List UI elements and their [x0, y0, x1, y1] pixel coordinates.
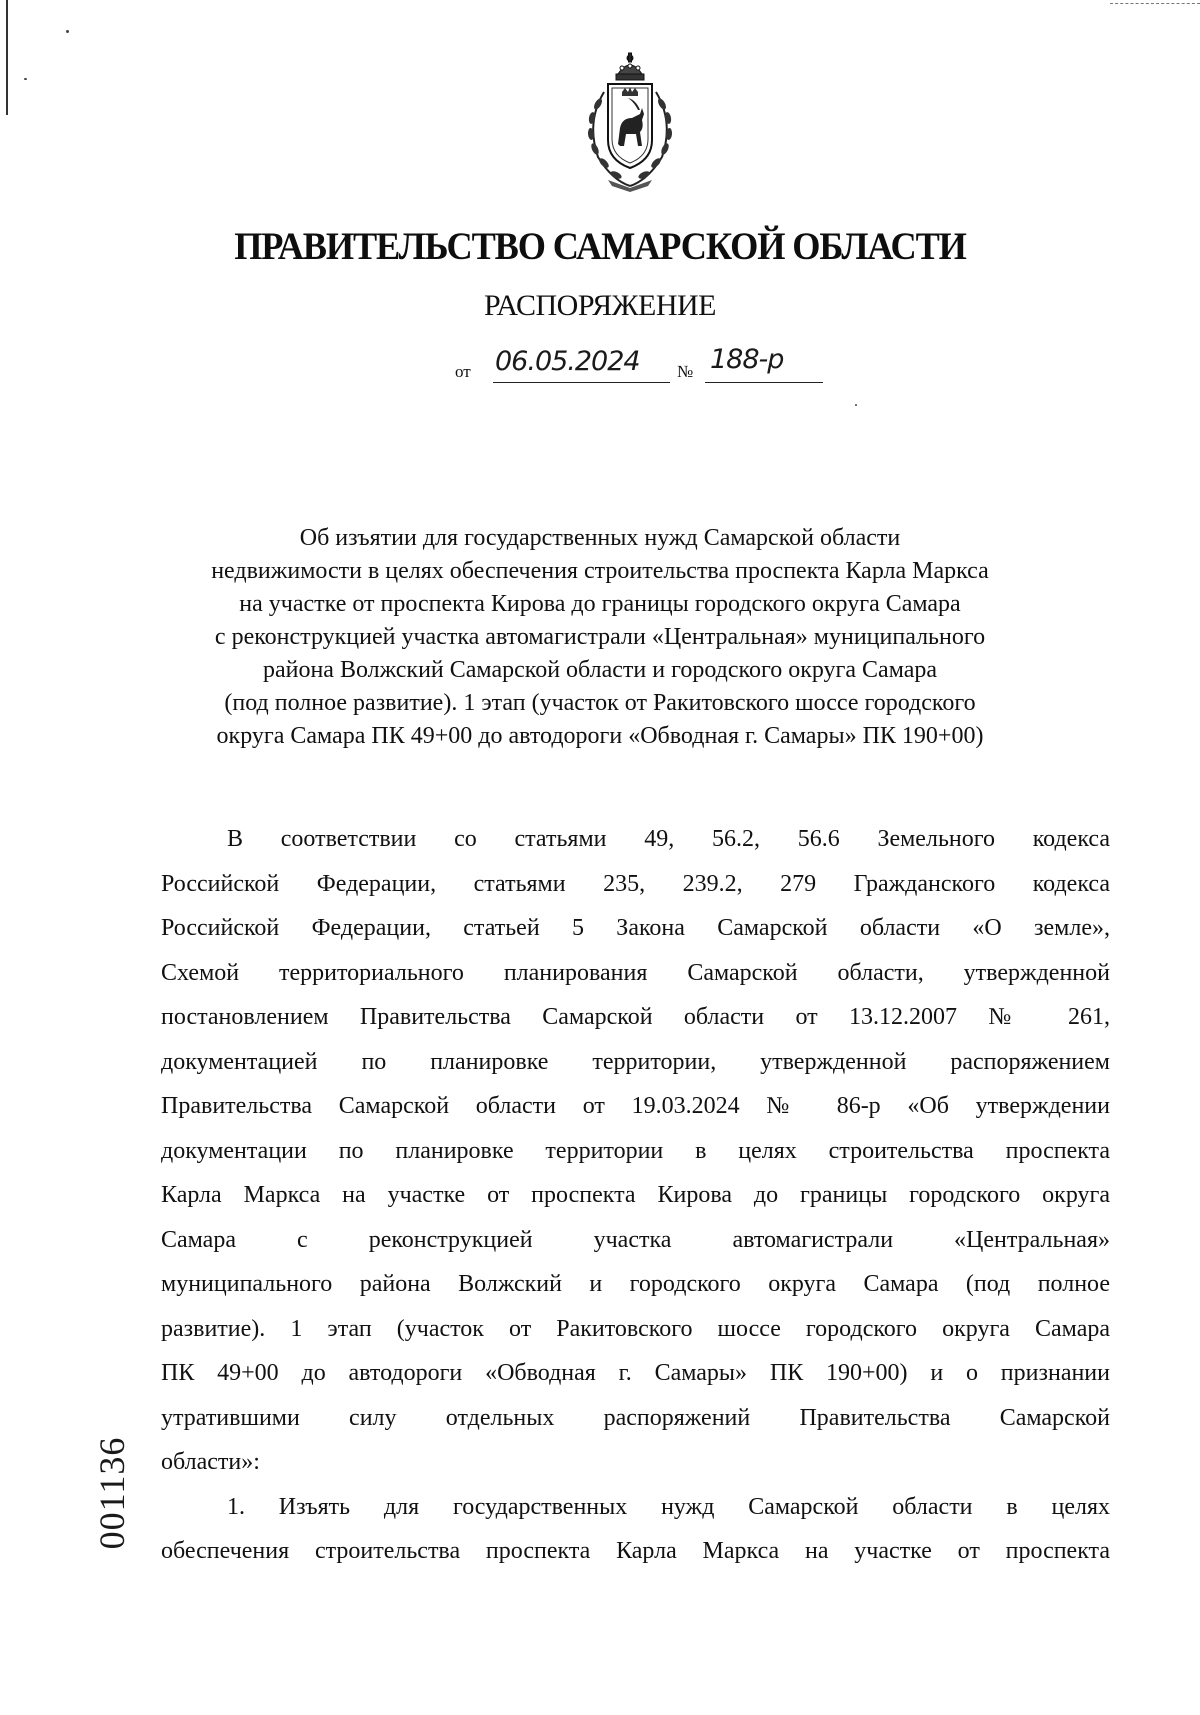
- scan-edge-mark: [1110, 3, 1200, 5]
- document-type: РАСПОРЯЖЕНИЕ: [483, 289, 717, 322]
- body-line: документации по планировке территории в целях строительства проспекта: [161, 1137, 1110, 1164]
- body-line: 1. Изъять для государственных нужд Самарской области в целях: [227, 1493, 1110, 1520]
- scan-speck: [855, 404, 857, 406]
- body-line: обеспечения строительства проспекта Карла Маркса на участке от проспекта: [161, 1538, 1110, 1564]
- body-line: утратившими силу отдельных распоряжений Правительства Самарской: [161, 1404, 1110, 1431]
- date-number-line: [455, 344, 855, 390]
- subject-line: с реконструкцией участка автомагистрали «Центральная» муниципального: [214, 624, 986, 650]
- scan-speck: [24, 78, 27, 80]
- body-line: ПК 49+00 до автодороги «Обводная г. Самары» ПК 190+00) и о признании: [161, 1360, 1110, 1386]
- organization-title: ПРАВИТЕЛЬСТВО САМАРСКОЙ ОБЛАСТИ: [234, 225, 966, 268]
- subject-line: Об изъятии для государственных нужд Самарской области: [299, 525, 901, 551]
- scan-speck: [66, 30, 69, 33]
- samara-coat-of-arms-icon: [578, 52, 682, 192]
- number-underline: [705, 382, 823, 383]
- document-subject: [150, 522, 1050, 753]
- body-line: В соответствии со статьями 49, 56.2, 56.6 Земельного кодекса: [227, 826, 1110, 852]
- body-line: Российской Федерации, статьями 235, 239.2, 279 Гражданского кодекса: [161, 870, 1110, 897]
- body-line: постановлением Правительства Самарской области от 13.12.2007 № 261,: [161, 1004, 1110, 1030]
- subject-line: недвижимости в целях обеспечения строительства проспекта Карла Маркса: [211, 558, 989, 584]
- subject-line: округа Самара ПК 49+00 до автодороги «Обводная г. Самары» ПК 190+00): [216, 723, 984, 749]
- date-prefix: от: [455, 362, 471, 381]
- body-line: Карла Маркса на участке от проспекта Кирова до границы городского округа: [161, 1182, 1110, 1208]
- margin-registration-number: [82, 1418, 142, 1568]
- subject-line: на участке от проспекта Кирова до границы городского округа Самара: [239, 591, 961, 617]
- registration-number-text: 001136: [92, 1436, 132, 1550]
- handwritten-date: 06.05.2024: [495, 346, 640, 377]
- handwritten-number: 188-р: [710, 344, 784, 375]
- document-body: [161, 817, 1110, 1574]
- body-line: Правительства Самарской области от 19.03.2024 № 86-р «Об утверждении: [161, 1093, 1110, 1119]
- body-line: документацией по планировке территории, утвержденной распоряжением: [161, 1048, 1110, 1075]
- subject-line: района Волжский Самарской области и городского округа Самара: [262, 657, 938, 683]
- number-prefix: №: [677, 362, 694, 381]
- subject-line: (под полное развитие). 1 этап (участок от Ракитовского шоссе городского: [224, 690, 976, 716]
- body-line: Российской Федерации, статьей 5 Закона Самарской области «О земле»,: [161, 915, 1110, 941]
- body-line: развитие). 1 этап (участок от Ракитовского шоссе городского округа Самара: [161, 1315, 1110, 1342]
- scan-edge-mark: [6, 0, 8, 115]
- body-line: Самара с реконструкцией участка автомагистрали «Центральная»: [161, 1226, 1110, 1253]
- body-line: Схемой территориального планирования Самарской области, утвержденной: [161, 959, 1110, 986]
- body-line: муниципального района Волжский и городского округа Самара (под полное: [161, 1271, 1110, 1297]
- body-line: области»:: [161, 1449, 260, 1475]
- date-underline: [493, 382, 670, 383]
